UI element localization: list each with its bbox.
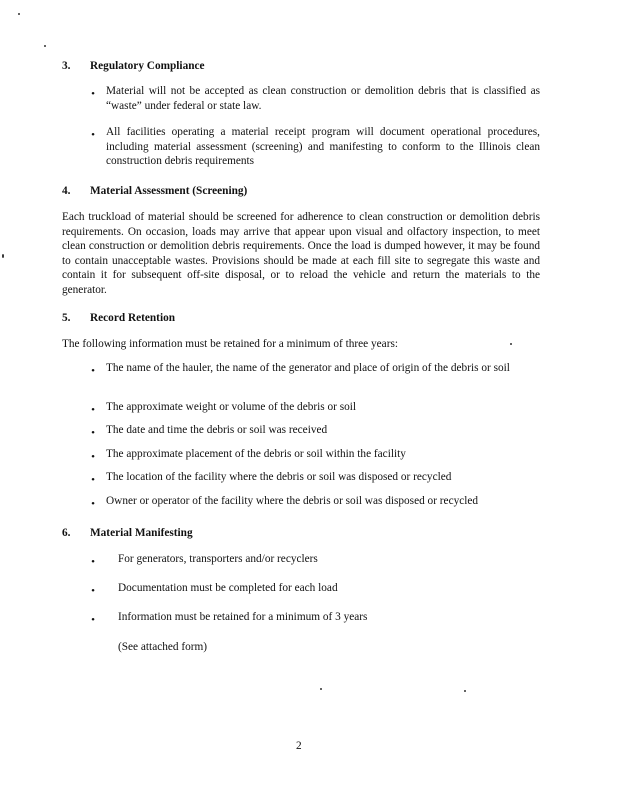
bullet-icon: • — [91, 585, 95, 597]
bullet-icon: • — [91, 451, 95, 463]
list-item: The date and time the debris or soil was received — [106, 424, 328, 436]
bullet-icon: • — [91, 614, 95, 626]
list-item: The approximate placement of the debris or soil within the facility — [106, 448, 406, 460]
section-title: Material Manifesting — [90, 527, 193, 539]
page-number: 2 — [296, 740, 302, 752]
bullet-icon: • — [91, 404, 95, 416]
section-number: 6. — [62, 527, 71, 539]
scan-speck — [18, 13, 20, 15]
section-intro: The following information must be retained for a minimum of three years: — [62, 338, 398, 350]
section-paragraph: Each truckload of material should be screened for adherence to clean construction or demolition debris requirements. On occasion, loads may arrive that appear upon visual and olfactory inspection, to meet clean construction or demolition debris requirements. Once the load is dumped however, it may be found to contain unacceptable wastes. Provisions should be made at each fill site to segregate this waste and contain it for subsequent off-site disposal, or to reload the vehicle and return the materials to the generator. — [62, 211, 540, 296]
list-item: The name of the hauler, the name of the generator and place of origin of the debris or soil — [106, 362, 510, 374]
bullet-icon: • — [91, 129, 95, 141]
scan-speck — [464, 690, 466, 692]
section-number: 4. — [62, 185, 71, 197]
bullet-icon: • — [91, 556, 95, 568]
list-item: Material will not be accepted as clean construction or demolition debris that is classified as “waste” under federal or state law. — [106, 85, 540, 112]
scan-speck — [320, 688, 322, 690]
list-item: The approximate weight or volume of the debris or soil — [106, 401, 357, 413]
section-title: Record Retention — [90, 312, 176, 324]
section-number: 3. — [62, 60, 71, 72]
attached-form-note: (See attached form) — [118, 641, 208, 653]
list-item: Owner or operator of the facility where the debris or soil was disposed or recycled — [106, 495, 479, 507]
scan-speck — [44, 45, 46, 47]
bullet-icon: • — [91, 427, 95, 439]
section-6-heading — [62, 526, 193, 541]
section-title: Material Assessment (Screening) — [90, 185, 248, 197]
bullet-icon: • — [91, 88, 95, 100]
section-title: Regulatory Compliance — [90, 60, 205, 72]
section-number: 5. — [62, 312, 71, 324]
scan-speck — [2, 254, 4, 258]
list-item: Documentation must be completed for each load — [118, 582, 338, 594]
list-item: The location of the facility where the debris or soil was disposed or recycled — [106, 471, 452, 483]
list-item: Information must be retained for a minimum of 3 years — [118, 611, 368, 623]
bullet-icon: • — [91, 498, 95, 510]
list-item: All facilities operating a material receipt program will document operational procedures, including material assessment (screening) and manifesting to conform to the Illinois clean construction debris requirements — [106, 126, 540, 168]
section-4-heading — [62, 184, 247, 199]
bullet-icon: • — [91, 365, 95, 377]
section-5-heading — [62, 311, 175, 326]
bullet-icon: • — [91, 474, 95, 486]
list-item: For generators, transporters and/or recyclers — [118, 553, 318, 565]
section-3-heading — [62, 59, 205, 74]
